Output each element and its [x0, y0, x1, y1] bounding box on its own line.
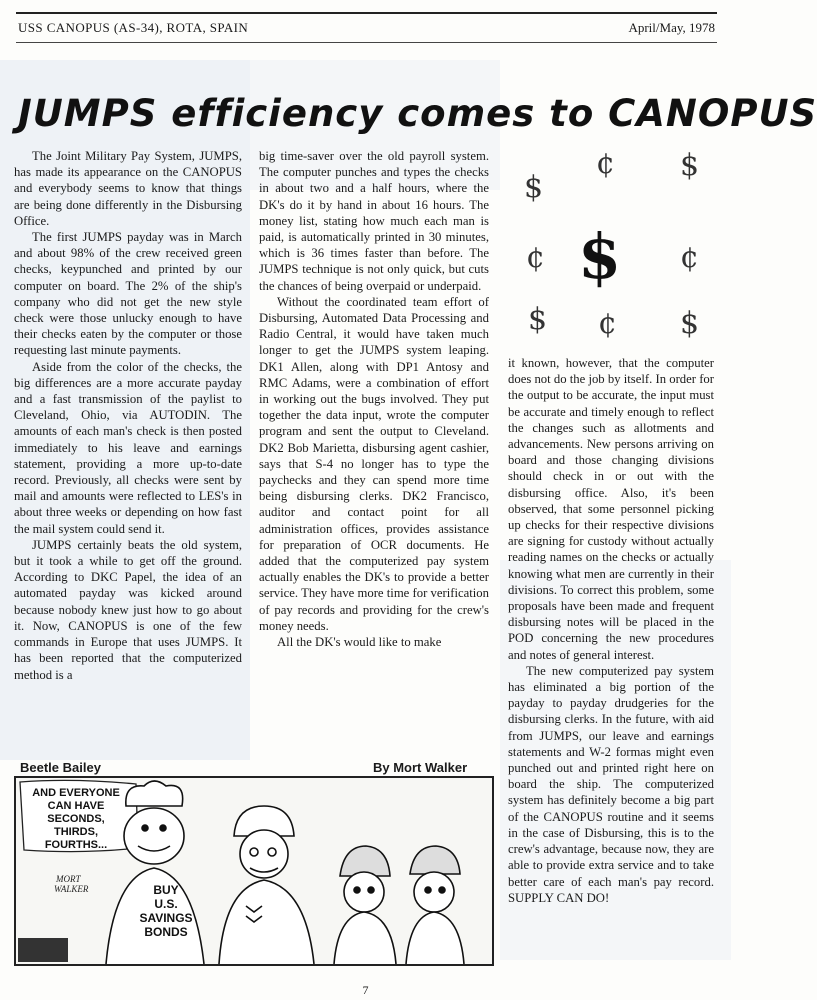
dollar-icon: $: [524, 170, 544, 205]
speech-line: AND EVERYONE: [32, 787, 120, 799]
article-column-3: [508, 355, 714, 906]
paragraph: Without the coordinated team effort of Disbursing, Automated Data Processing and Radio Central, it would have taken much longer to get the JUMPS system leaping. DK1 Allen, along with DP1 Antosy and RMC Adams, were a combination of effort in working out the bugs involved. They put together the data input, wrote the computer program and sent the output to Cleveland. DK2 Bob Marietta, disbursing agent cashier, says that S-4 no longer has to type the paychecks and they can spend more time being disbursing clerks. DK2 Francisco, auditor and contact point for all administration offices, provides assistance for preparation of OCR documents. He added that the computerized pay system actually enables the DK's to provide a better service. They have more time for verification of pay records and providing for the crew's money needs.: [259, 294, 489, 633]
issue-date: April/May, 1978: [628, 20, 715, 35]
paragraph: big time-saver over the old payroll system. The computer punches and types the checks in about two and a half hours, where the DK's do it by hand in about 16 hours. The money list, stating how much each man is paid, is automatically printed in 30 minutes, which is 36 times faster than before. The JUMPS technique is not only quick, but cuts the chances of being overpaid or underpaid.: [259, 149, 489, 293]
masthead: [16, 12, 717, 43]
headline: JUMPS efficiency comes to CANOPUS: [18, 92, 817, 135]
large-dollar-icon: $: [578, 220, 622, 293]
cent-icon: ¢: [596, 146, 616, 181]
artist-signature: MORT: [56, 874, 81, 884]
artist-signature: WALKER: [54, 884, 89, 894]
speech-line: FOURTHS...: [44, 839, 108, 851]
article-column-2: [259, 148, 489, 650]
paragraph: The first JUMPS payday was in March and about 98% of the crew received green checks, keypunched and printed by our computer on board. The 2% of the ship's company who did not get the new style check were those unlucky enough to have their checks eaten by the computer or those requesting last minute payments.: [14, 230, 242, 358]
paragraph: All the DK's would like to make: [277, 635, 442, 650]
comic-strip: [14, 776, 494, 966]
dollar-icon: $: [528, 302, 548, 337]
apron-text: SAVINGS: [139, 911, 193, 925]
speech-line: THIRDS,: [54, 826, 98, 838]
speech-line: SECONDS,: [47, 813, 105, 825]
paragraph: The new computerized pay system has eliminated a big portion of the payday to payday drudgeries for the disbursing clerks. In the future, with aid from JUMPS, our leave and earnings statements and W-2 formas might even punched out and printed right here on board the ship. The computerized system has definitely become a big part of the CANOPUS routine and it seems in the case of Disbursing, this is to the crew's advantage, because now, they are able to provide extra service and to take better care of each man's pay record. SUPPLY CAN DO!: [508, 663, 714, 905]
paragraph: JUMPS certainly beats the old system, but it took a while to get off the ground. According to DKC Papel, the idea of an automated payday was kicked around because nobody knew just how to go about it. Now, CANOPUS is one of the few commands in Europe that uses JUMPS. It has been reported that the computerized method is a: [14, 537, 242, 682]
comic-title: Beetle Bailey: [20, 760, 101, 775]
comic-byline: By Mort Walker: [373, 760, 468, 775]
cent-icon: ¢: [680, 240, 700, 275]
apron-text: U.S.: [154, 897, 178, 911]
dollar-icon: $: [680, 148, 700, 183]
cent-icon: ¢: [598, 306, 618, 341]
paragraph: Aside from the color of the checks, the big differences are a more accurate payday and a fast transmission of the paylist to Cleveland, Ohio, via AUTODIN. The amounts of each man's check is then posted immediately to his leave and earnings statement, providing a more up-to-date record. Previously, all checks were sent by mail and amounts were reflected to LES's in about three weeks or depending on how fast the mail system could send it.: [14, 359, 242, 536]
apron-text: BONDS: [144, 925, 188, 939]
page-number: 7: [362, 983, 369, 997]
speech-line: CAN HAVE: [47, 800, 105, 812]
apron-text: BUY: [153, 883, 179, 897]
dollar-icon: $: [680, 306, 700, 341]
publication-name: USS CANOPUS (AS-34), ROTA, SPAIN: [18, 20, 249, 35]
paragraph: it known, however, that the computer does not do the job by itself. In order for the output to be accurate, the input must be accurate and timely enough to reflect the changes such as allotments and advancements. New persons arriving on board and those changing divisions should check in or out with the disbursing office. Also, it's been observed, that some personnel picking up checks for their respective divisions are signing for custody without actually reading names on the checks or actually knowing what men are currently in their divisions. To correct this problem, some proposals have been made and frequent disbursing notes will be placed in the POD concerning the new procedures and notes of general interest.: [508, 356, 714, 662]
article-column-1: [14, 148, 242, 683]
paragraph: The Joint Military Pay System, JUMPS, has made its appearance on the CANOPUS and everybody seems to know that things are being done differently in the Disbursing Office.: [14, 149, 242, 228]
cent-icon: ¢: [526, 240, 546, 275]
